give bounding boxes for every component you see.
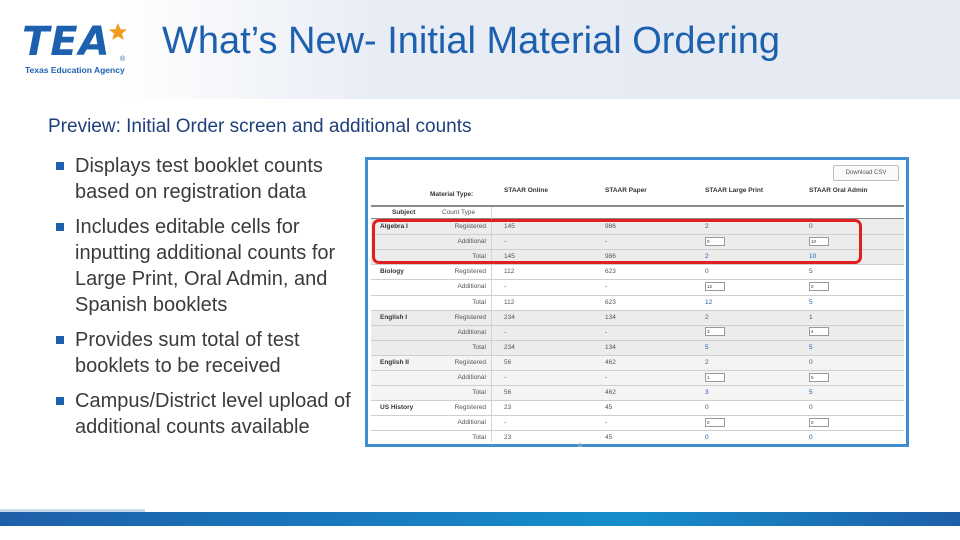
square-bullet-icon bbox=[56, 162, 64, 170]
oral-admin-additional-input[interactable]: 10 bbox=[809, 237, 829, 246]
large-print-count-cell: 2 bbox=[705, 253, 709, 261]
paper-count-cell: - bbox=[605, 238, 608, 246]
paper-count-cell: 45 bbox=[605, 434, 613, 442]
column-header-large-print: STAAR Large Print bbox=[705, 187, 764, 194]
count-type-cell: Total bbox=[472, 253, 486, 261]
subject-cell: Biology bbox=[380, 268, 404, 276]
large-print-count-cell: 2 bbox=[705, 358, 709, 366]
count-type-header: Count Type bbox=[442, 209, 476, 216]
online-count-cell: 56 bbox=[504, 389, 512, 397]
subject-cell: English II bbox=[380, 358, 409, 366]
count-type-cell: Total bbox=[472, 298, 486, 306]
online-count-cell: 112 bbox=[504, 298, 515, 306]
bullet-item bbox=[56, 327, 356, 379]
logo-wordmark: TEA bbox=[22, 19, 111, 65]
logo-subtext: Texas Education Agency bbox=[25, 65, 125, 75]
oral-admin-cell bbox=[809, 279, 829, 294]
online-count-cell: 56 bbox=[504, 358, 512, 366]
oral-admin-count-cell: 0 bbox=[809, 358, 813, 366]
count-type-cell: Additional bbox=[457, 328, 486, 336]
online-count-cell: 23 bbox=[504, 434, 512, 442]
count-type-cell: Additional bbox=[457, 238, 486, 246]
download-csv-button[interactable]: Download CSV bbox=[833, 165, 899, 181]
subject-header: Subject bbox=[392, 209, 416, 216]
star-icon bbox=[108, 22, 128, 42]
paper-count-cell: 986 bbox=[605, 253, 616, 261]
paper-count-cell: - bbox=[605, 374, 608, 381]
count-type-cell: Registered bbox=[454, 313, 486, 321]
oral-admin-count-cell: 5 bbox=[809, 389, 813, 397]
oral-admin-count-cell: 5 bbox=[809, 298, 813, 306]
large-print-count-cell: 5 bbox=[705, 343, 709, 351]
online-count-cell: 234 bbox=[504, 343, 515, 351]
paper-count-cell: 986 bbox=[605, 223, 616, 230]
oral-admin-count-cell: 0 bbox=[809, 223, 813, 230]
row-divider bbox=[371, 446, 904, 447]
square-bullet-icon bbox=[56, 397, 64, 405]
paper-count-cell: 623 bbox=[605, 268, 616, 276]
large-print-cell bbox=[705, 279, 725, 294]
bullet-item bbox=[56, 153, 356, 205]
paper-count-cell: 623 bbox=[605, 298, 616, 306]
large-print-count-cell: 0 bbox=[705, 434, 709, 442]
large-print-count-cell: 0 bbox=[705, 268, 709, 276]
online-count-cell: 145 bbox=[504, 223, 515, 230]
subject-cell: Algebra I bbox=[380, 223, 408, 230]
count-type-cell: Additional bbox=[457, 283, 486, 291]
column-header-paper: STAAR Paper bbox=[605, 187, 647, 194]
paper-count-cell: - bbox=[605, 419, 608, 427]
registered-mark: ® bbox=[120, 56, 126, 63]
column-header-online: STAAR Online bbox=[504, 187, 548, 194]
column-header-oral-admin: STAAR Oral Admin bbox=[809, 187, 868, 194]
table-row bbox=[368, 325, 906, 340]
large-print-count-cell: 2 bbox=[705, 223, 709, 230]
paper-count-cell: 134 bbox=[605, 313, 616, 321]
online-count-cell: 23 bbox=[504, 404, 512, 412]
paper-count-cell: 462 bbox=[605, 389, 616, 397]
large-print-count-cell: 3 bbox=[705, 389, 709, 397]
count-type-cell: Registered bbox=[454, 268, 486, 276]
table-row bbox=[368, 295, 906, 310]
large-print-count-cell: 12 bbox=[705, 298, 713, 306]
bullet-text: Includes editable cells for inputting additional counts for Large Print, Oral Admin, and Spanish booklets bbox=[75, 216, 336, 316]
oral-admin-additional-input[interactable]: 5 bbox=[809, 373, 829, 382]
count-type-cell: Total bbox=[472, 434, 486, 442]
slide-title: What’s New- Initial Material Ordering bbox=[162, 20, 781, 62]
footer-bar bbox=[0, 512, 960, 526]
table-row bbox=[368, 400, 906, 415]
online-count-cell: - bbox=[504, 328, 507, 336]
subject-cell: English I bbox=[380, 313, 408, 321]
oral-admin-count-cell: 0 bbox=[809, 404, 813, 412]
online-count-cell: - bbox=[504, 238, 507, 246]
header-divider bbox=[371, 205, 904, 207]
count-type-cell: Registered bbox=[454, 358, 486, 366]
large-print-additional-input[interactable]: 0 bbox=[705, 418, 725, 427]
large-print-cell bbox=[705, 415, 725, 430]
online-count-cell: 234 bbox=[504, 313, 515, 321]
bullet-text: Displays test booklet counts based on registration data bbox=[75, 155, 323, 203]
large-print-cell bbox=[705, 325, 725, 340]
large-print-count-cell: 2 bbox=[705, 313, 709, 321]
bullet-item bbox=[56, 214, 356, 318]
order-screen-preview bbox=[365, 157, 909, 447]
oral-admin-cell bbox=[809, 370, 829, 385]
page-marker: o bbox=[578, 440, 583, 449]
online-count-cell: - bbox=[504, 419, 507, 427]
oral-admin-additional-input[interactable]: 0 bbox=[809, 282, 829, 291]
online-count-cell: - bbox=[504, 283, 507, 291]
table-row bbox=[368, 385, 906, 400]
count-type-cell: Total bbox=[472, 343, 486, 351]
bullet-text: Campus/District level upload of additional counts available bbox=[75, 390, 351, 438]
footer-space bbox=[0, 526, 960, 540]
count-type-cell: Registered bbox=[454, 223, 486, 230]
paper-count-cell: 462 bbox=[605, 358, 616, 366]
square-bullet-icon bbox=[56, 223, 64, 231]
bullet-list bbox=[56, 153, 356, 449]
large-print-additional-input[interactable]: 12 bbox=[705, 282, 725, 291]
count-type-cell: Additional bbox=[457, 419, 486, 427]
large-print-additional-input[interactable]: 3 bbox=[705, 327, 725, 336]
table-row bbox=[368, 310, 906, 325]
large-print-additional-input[interactable]: 0 bbox=[705, 237, 725, 246]
bullet-text: Provides sum total of test booklets to be received bbox=[75, 329, 300, 377]
oral-admin-cell bbox=[809, 325, 829, 340]
material-type-label: Material Type: bbox=[430, 191, 474, 198]
online-count-cell: - bbox=[504, 374, 507, 381]
slide-header bbox=[0, 0, 960, 99]
oral-admin-count-cell: 0 bbox=[809, 434, 813, 442]
oral-admin-cell bbox=[809, 415, 829, 430]
paper-count-cell: - bbox=[605, 283, 608, 291]
paper-count-cell: 134 bbox=[605, 343, 616, 351]
subject-cell: US History bbox=[380, 404, 414, 412]
oral-admin-count-cell: 10 bbox=[809, 253, 817, 261]
highlight-box bbox=[372, 219, 862, 264]
table-row bbox=[368, 415, 906, 430]
online-count-cell: 145 bbox=[504, 253, 515, 261]
large-print-count-cell: 0 bbox=[705, 404, 709, 412]
table-row bbox=[368, 279, 906, 294]
bullet-item bbox=[56, 388, 356, 440]
slide-subtitle: Preview: Initial Order screen and additional counts bbox=[48, 116, 472, 137]
oral-admin-additional-input[interactable]: 0 bbox=[809, 418, 829, 427]
paper-count-cell: 45 bbox=[605, 404, 613, 412]
count-type-cell: Additional bbox=[457, 374, 486, 381]
count-type-cell: Total bbox=[472, 389, 486, 397]
tea-logo bbox=[22, 20, 134, 78]
table-row bbox=[368, 355, 906, 370]
oral-admin-count-cell: 1 bbox=[809, 313, 813, 321]
oral-admin-count-cell: 5 bbox=[809, 268, 813, 276]
paper-count-cell: - bbox=[605, 328, 608, 336]
large-print-additional-input[interactable]: 1 bbox=[705, 373, 725, 382]
table-row bbox=[368, 264, 906, 279]
square-bullet-icon bbox=[56, 336, 64, 344]
large-print-cell bbox=[705, 370, 725, 385]
table-row bbox=[368, 370, 906, 385]
table-row bbox=[368, 430, 906, 445]
table-row bbox=[368, 340, 906, 355]
count-type-cell: Registered bbox=[454, 404, 486, 412]
oral-admin-count-cell: 5 bbox=[809, 343, 813, 351]
oral-admin-additional-input[interactable]: 4 bbox=[809, 327, 829, 336]
online-count-cell: 112 bbox=[504, 268, 515, 276]
